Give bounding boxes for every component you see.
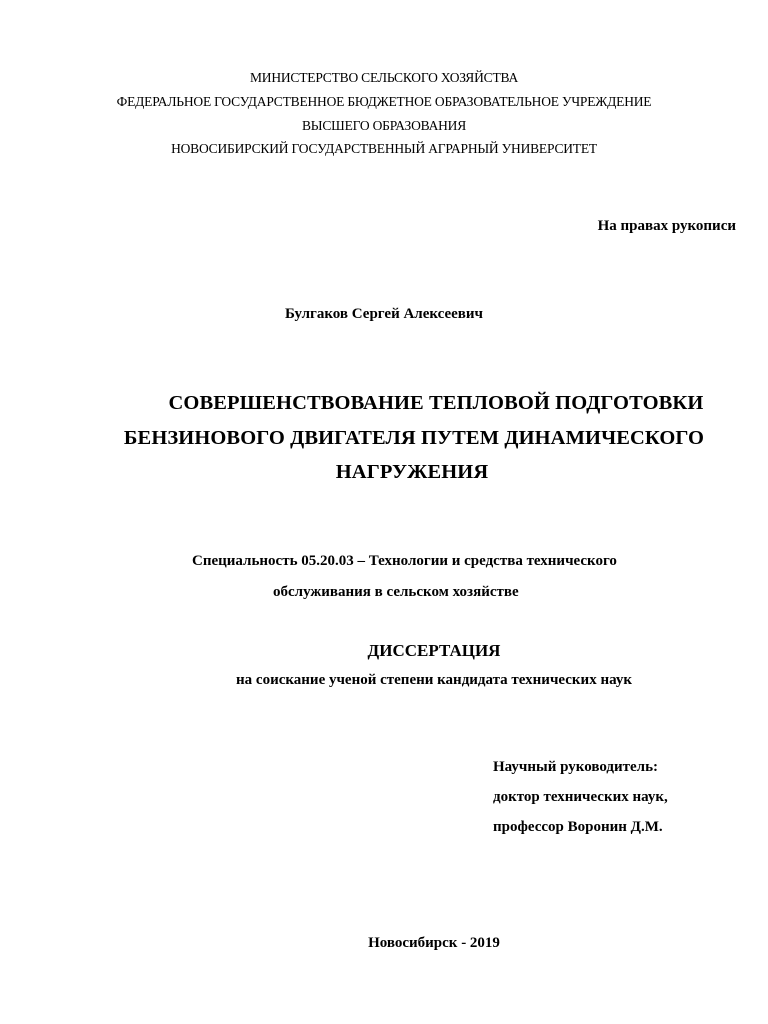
author-name: Булгаков Сергей Алексеевич [284,306,484,322]
thesis-title-line-1: СОВЕРШЕНСТВОВАНИЕ ТЕПЛОВОЙ ПОДГОТОВКИ [168,392,704,414]
supervisor-heading: Научный руководитель: [493,759,658,775]
city-year: Новосибирск - 2019 [368,935,500,951]
supervisor-degree: доктор технических наук, [493,789,668,805]
supervisor-name: профессор Воронин Д.М. [493,819,663,835]
dissertation-label: ДИССЕРТАЦИЯ [367,641,501,660]
manuscript-note: На правах рукописи [597,218,736,234]
ministry-line: МИНИСТЕРСТВО СЕЛЬСКОГО ХОЗЯЙСТВА [249,70,519,85]
university-name-line: НОВОСИБИРСКИЙ ГОСУДАРСТВЕННЫЙ АГРАРНЫЙ УНИВЕРСИТЕТ [171,141,597,156]
dissertation-purpose: на соискание ученой степени кандидата технических наук [236,672,632,688]
thesis-title-line-3: НАГРУЖЕНИЯ [335,461,489,483]
specialty-line-2: обслуживания в сельском хозяйстве [273,584,519,600]
thesis-title-line-2: БЕНЗИНОВОГО ДВИГАТЕЛЯ ПУТЕМ ДИНАМИЧЕСКОГО [123,427,705,449]
education-level-line: ВЫСШЕГО ОБРАЗОВАНИЯ [301,118,467,133]
specialty-line-1: Специальность 05.20.03 – Технологии и средства технического [192,553,617,569]
institution-type-line: ФЕДЕРАЛЬНОЕ ГОСУДАРСТВЕННОЕ БЮДЖЕТНОЕ ОБРАЗОВАТЕЛЬНОЕ УЧРЕЖДЕНИЕ [116,94,652,109]
